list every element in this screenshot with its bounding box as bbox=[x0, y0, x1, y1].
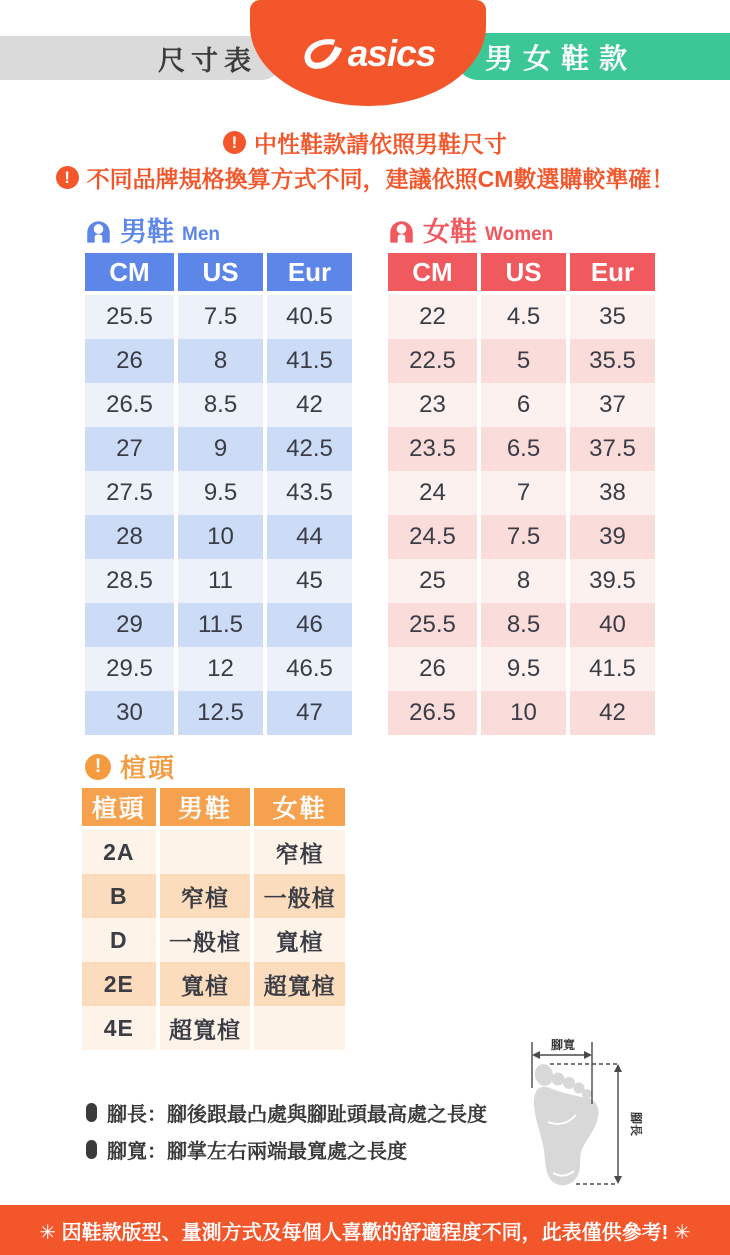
last-width-section-label bbox=[85, 748, 176, 785]
women-section-title: 女鞋 bbox=[423, 217, 477, 247]
table-cell: 28.5 bbox=[85, 559, 174, 603]
table-cell: 7.5 bbox=[174, 295, 263, 339]
table-cell bbox=[250, 1006, 345, 1050]
table-cell: 46 bbox=[263, 603, 352, 647]
note-text: 腳長：腳後跟最凸處與腳趾頭最高處之長度 bbox=[107, 1104, 487, 1126]
notice-brand-difference bbox=[0, 161, 730, 194]
note-text: 腳寬：腳掌左右兩端最寬處之長度 bbox=[107, 1141, 407, 1163]
table-cell: 6.5 bbox=[477, 427, 566, 471]
table-cell: 42.5 bbox=[263, 427, 352, 471]
foot-silhouette-icon bbox=[533, 1062, 599, 1185]
women-size-table bbox=[388, 253, 655, 735]
notice-text: 不同品牌規格換算方式不同，建議依照CM數選購較準確！ bbox=[86, 166, 675, 192]
table-cell: 7.5 bbox=[477, 515, 566, 559]
table-cell: 2E bbox=[82, 962, 156, 1006]
table-cell: 46.5 bbox=[263, 647, 352, 691]
table-cell: 29 bbox=[85, 603, 174, 647]
table-cell: B bbox=[82, 874, 156, 918]
women-section-label bbox=[388, 219, 553, 246]
table-cell: 23 bbox=[388, 383, 477, 427]
table-row bbox=[85, 383, 352, 427]
column-header: US bbox=[174, 253, 263, 295]
brand-name: asics bbox=[347, 33, 436, 74]
table-cell: 11 bbox=[174, 559, 263, 603]
table-row bbox=[85, 691, 352, 735]
table-cell: 2A bbox=[82, 830, 156, 874]
table-cell: 9.5 bbox=[174, 471, 263, 515]
column-header: 男鞋 bbox=[156, 788, 251, 830]
table-cell: 8 bbox=[174, 339, 263, 383]
bullet-icon bbox=[86, 1140, 97, 1159]
table-cell: 8.5 bbox=[477, 603, 566, 647]
table-cell: 37 bbox=[566, 383, 655, 427]
foot-measure-diagram bbox=[520, 1026, 680, 1198]
column-header: 女鞋 bbox=[250, 788, 345, 830]
exclamation-icon: ! bbox=[85, 754, 111, 780]
column-header: CM bbox=[388, 253, 477, 295]
table-cell: 27 bbox=[85, 427, 174, 471]
column-header: US bbox=[477, 253, 566, 295]
table-cell: 25.5 bbox=[388, 603, 477, 647]
table-cell: 25 bbox=[388, 559, 477, 603]
table-cell: 12.5 bbox=[174, 691, 263, 735]
table-row bbox=[82, 962, 345, 1006]
brand-badge bbox=[250, 0, 486, 106]
table-cell: 44 bbox=[263, 515, 352, 559]
bullet-icon bbox=[86, 1103, 97, 1122]
table-cell: 38 bbox=[566, 471, 655, 515]
table-cell: 30 bbox=[85, 691, 174, 735]
footer-disclaimer-text: ✳ 因鞋款版型、量測方式及每個人喜歡的舒適程度不同，此表僅供參考! ✳ bbox=[39, 1221, 691, 1244]
notice-text: 中性鞋款請依照男鞋尺寸 bbox=[254, 131, 507, 157]
table-row bbox=[85, 471, 352, 515]
table-header-row bbox=[388, 253, 655, 295]
table-cell: 29.5 bbox=[85, 647, 174, 691]
column-header: Eur bbox=[263, 253, 352, 295]
table-cell: 10 bbox=[477, 691, 566, 735]
table-cell: 4.5 bbox=[477, 295, 566, 339]
table-cell: 26.5 bbox=[85, 383, 174, 427]
table-cell: 23.5 bbox=[388, 427, 477, 471]
table-cell: 39 bbox=[566, 515, 655, 559]
exclamation-icon: ! bbox=[56, 166, 79, 189]
table-cell: 25.5 bbox=[85, 295, 174, 339]
table-cell: 39.5 bbox=[566, 559, 655, 603]
table-row bbox=[85, 559, 352, 603]
table-row bbox=[82, 1006, 345, 1050]
table-cell: 4E bbox=[82, 1006, 156, 1050]
table-cell: 寬楦 bbox=[250, 918, 345, 962]
asics-logo-icon bbox=[301, 35, 343, 73]
table-cell: 22.5 bbox=[388, 339, 477, 383]
table-row bbox=[388, 515, 655, 559]
table-row bbox=[388, 471, 655, 515]
men-section-subtitle: Men bbox=[182, 224, 220, 245]
table-row bbox=[388, 603, 655, 647]
table-cell: 超寬楦 bbox=[156, 1006, 251, 1050]
table-cell: 8 bbox=[477, 559, 566, 603]
table-cell: 45 bbox=[263, 559, 352, 603]
table-cell: 一般楦 bbox=[156, 918, 251, 962]
column-header: 楦頭 bbox=[82, 788, 156, 830]
last-width-section-title: 楦頭 bbox=[120, 753, 177, 783]
table-cell: 22 bbox=[388, 295, 477, 339]
table-header-row bbox=[85, 253, 352, 295]
table-cell: 40 bbox=[566, 603, 655, 647]
table-cell: 超寬楦 bbox=[250, 962, 345, 1006]
table-cell: 42 bbox=[263, 383, 352, 427]
foot-width-label: 腳寬 bbox=[550, 1038, 576, 1052]
table-row bbox=[85, 339, 352, 383]
footer-disclaimer-bar bbox=[0, 1205, 730, 1255]
table-cell: 7 bbox=[477, 471, 566, 515]
table-row bbox=[85, 295, 352, 339]
table-cell: 37.5 bbox=[566, 427, 655, 471]
foot-length-label: 腳長 bbox=[629, 1111, 643, 1137]
table-cell: 28 bbox=[85, 515, 174, 559]
person-icon bbox=[85, 219, 112, 246]
table-cell: 47 bbox=[263, 691, 352, 735]
table-cell: 9.5 bbox=[477, 647, 566, 691]
table-row bbox=[388, 427, 655, 471]
table-cell bbox=[156, 830, 251, 874]
table-row bbox=[85, 427, 352, 471]
table-cell: 12 bbox=[174, 647, 263, 691]
table-row bbox=[388, 691, 655, 735]
table-row bbox=[82, 874, 345, 918]
size-chart-title: 尺寸表 bbox=[158, 45, 257, 76]
category-badge-label: 男女鞋款 bbox=[485, 42, 638, 74]
table-cell: 11.5 bbox=[174, 603, 263, 647]
women-section-subtitle: Women bbox=[485, 224, 554, 245]
table-row bbox=[388, 559, 655, 603]
table-cell: 5 bbox=[477, 339, 566, 383]
last-width-table bbox=[82, 788, 345, 1050]
table-cell: 窄楦 bbox=[156, 874, 251, 918]
table-cell: 24 bbox=[388, 471, 477, 515]
table-cell: 窄楦 bbox=[250, 830, 345, 874]
exclamation-icon: ! bbox=[223, 131, 246, 154]
table-cell: 6 bbox=[477, 383, 566, 427]
table-cell: 10 bbox=[174, 515, 263, 559]
foot-length-note bbox=[86, 1098, 487, 1127]
table-row bbox=[85, 515, 352, 559]
table-cell: 8.5 bbox=[174, 383, 263, 427]
table-row bbox=[85, 647, 352, 691]
table-cell: D bbox=[82, 918, 156, 962]
category-badge bbox=[455, 33, 730, 80]
table-cell: 40.5 bbox=[263, 295, 352, 339]
table-cell: 26.5 bbox=[388, 691, 477, 735]
table-cell: 26 bbox=[388, 647, 477, 691]
table-row bbox=[388, 647, 655, 691]
column-header: CM bbox=[85, 253, 174, 295]
table-row bbox=[388, 383, 655, 427]
notice-neutral-shoes bbox=[0, 126, 730, 159]
table-cell: 41.5 bbox=[566, 647, 655, 691]
column-header: Eur bbox=[566, 253, 655, 295]
table-row bbox=[388, 295, 655, 339]
table-row bbox=[85, 603, 352, 647]
table-header-row bbox=[82, 788, 345, 830]
table-cell: 24.5 bbox=[388, 515, 477, 559]
table-cell: 41.5 bbox=[263, 339, 352, 383]
size-chart-title-pill bbox=[0, 36, 283, 80]
table-row bbox=[388, 339, 655, 383]
table-cell: 27.5 bbox=[85, 471, 174, 515]
foot-width-note bbox=[86, 1135, 407, 1164]
table-cell: 一般楦 bbox=[250, 874, 345, 918]
table-cell: 35.5 bbox=[566, 339, 655, 383]
table-cell: 寬楦 bbox=[156, 962, 251, 1006]
men-size-table bbox=[85, 253, 352, 735]
table-cell: 42 bbox=[566, 691, 655, 735]
table-cell: 26 bbox=[85, 339, 174, 383]
men-section-label bbox=[85, 219, 220, 246]
table-row bbox=[82, 830, 345, 874]
table-cell: 9 bbox=[174, 427, 263, 471]
table-cell: 35 bbox=[566, 295, 655, 339]
men-section-title: 男鞋 bbox=[120, 217, 174, 247]
table-row bbox=[82, 918, 345, 962]
person-icon bbox=[388, 219, 415, 246]
table-cell: 43.5 bbox=[263, 471, 352, 515]
